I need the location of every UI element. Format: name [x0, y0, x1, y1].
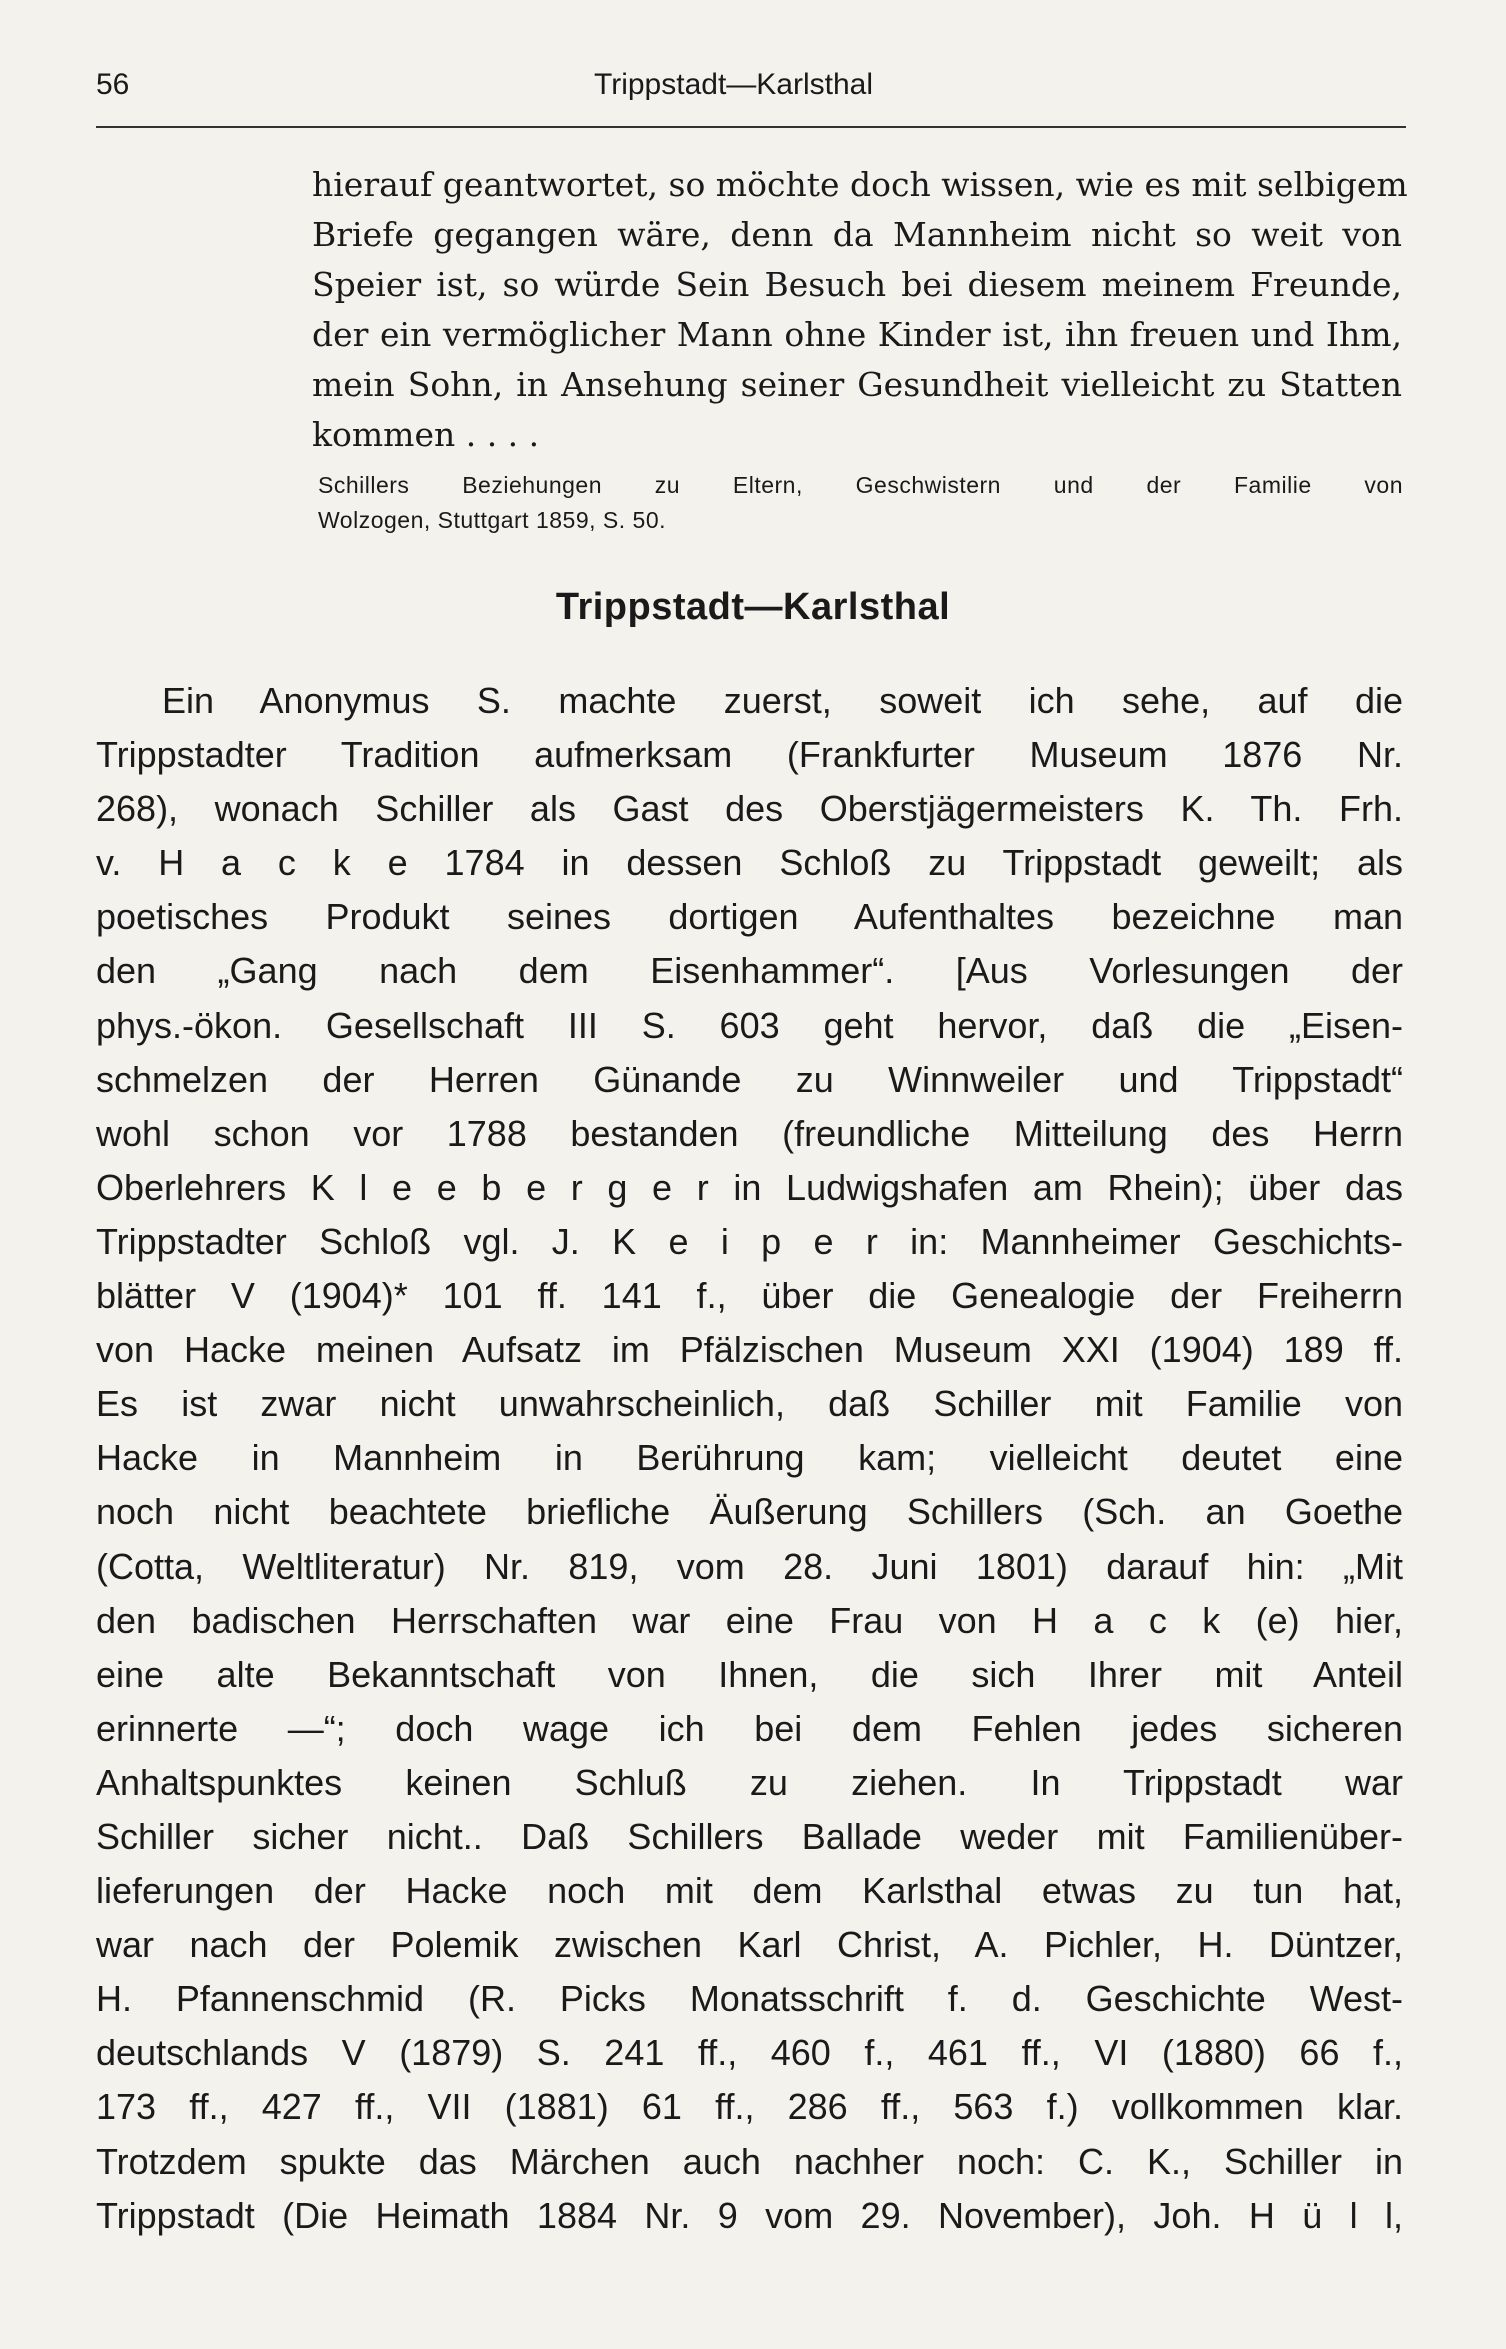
section-title: Trippstadt—Karlsthal: [555, 586, 951, 628]
body-paragraph: [96, 674, 1403, 2243]
body-line: lieferungen der Hacke noch mit dem Karlsthal etwas zu tun hat,: [96, 1870, 1403, 1912]
quotation-source: [318, 468, 1403, 538]
quote-line: der ein vermöglicher Mann ohne Kinder ist, ihn freuen und Ihm,: [312, 315, 1402, 354]
quote-line: Speier ist, so würde Sein Besuch bei diesem meinem Freunde,: [312, 265, 1402, 304]
body-line: 268), wonach Schiller als Gast des Oberstjägermeisters K. Th. Frh.: [96, 788, 1403, 830]
header-rule: [96, 126, 1406, 128]
body-line: Ein Anonymus S. machte zuerst, soweit ich sehe, auf die: [162, 680, 1403, 721]
body-line: den badischen Herrschaften war eine Frau von H a c k (e) hier,: [96, 1599, 1403, 1641]
body-line: (Cotta, Weltliteratur) Nr. 819, vom 28. Juni 1801) darauf hin: „Mit: [96, 1545, 1403, 1587]
body-line: Trippstadter Schloß vgl. J. K e i p e r in: Mannheimer Geschichts-: [96, 1220, 1403, 1262]
body-line: phys.-ökon. Gesellschaft III S. 603 geht hervor, daß die „Eisen-: [96, 1004, 1403, 1046]
body-line: Oberlehrers K l e e b e r g e r in Ludwigshafen am Rhein); über das: [96, 1166, 1403, 1208]
fraktur-quotation: [312, 160, 1408, 460]
running-head: [96, 68, 1406, 114]
body-line: Anhaltspunktes keinen Schluß zu ziehen. In Trippstadt war: [96, 1761, 1403, 1803]
body-line: den „Gang nach dem Eisenhammer“. [Aus Vorlesungen der: [96, 950, 1403, 992]
body-line: wohl schon vor 1788 bestanden (freundliche Mitteilung des Herrn: [96, 1112, 1403, 1154]
body-line: Trippstadt (Die Heimath 1884 Nr. 9 vom 29. November), Joh. H ü l l,: [96, 2194, 1403, 2236]
quote-line: hierauf geantwortet, so möchte doch wissen, wie es mit selbigem: [312, 165, 1408, 204]
running-title: Trippstadt—Karlsthal: [594, 68, 873, 101]
quote-line: mein Sohn, in Ansehung seiner Gesundheit vielleicht zu Statten: [312, 365, 1402, 404]
body-line: eine alte Bekanntschaft von Ihnen, die sich Ihrer mit Anteil: [96, 1653, 1403, 1695]
body-line: 173 ff., 427 ff., VII (1881) 61 ff., 286 ff., 563 f.) vollkommen klar.: [96, 2086, 1403, 2128]
body-line: Trotzdem spukte das Märchen auch nachher noch: C. K., Schiller in: [96, 2140, 1403, 2182]
body-line: erinnerte —“; doch wage ich bei dem Fehlen jedes sicheren: [96, 1707, 1403, 1749]
body-line: war nach der Polemik zwischen Karl Christ, A. Pichler, H. Düntzer,: [96, 1924, 1403, 1966]
body-line: noch nicht beachtete briefliche Äußerung Schillers (Sch. an Goethe: [96, 1491, 1403, 1533]
body-line: Hacke in Mannheim in Berührung kam; vielleicht deutet eine: [96, 1437, 1403, 1479]
body-line: Es ist zwar nicht unwahrscheinlich, daß Schiller mit Familie von: [96, 1383, 1403, 1425]
body-line: Schiller sicher nicht.. Daß Schillers Ballade weder mit Familienüber-: [96, 1815, 1403, 1857]
body-line: poetisches Produkt seines dortigen Aufenthaltes bezeichne man: [96, 896, 1403, 938]
body-line: blätter V (1904)* 101 ff. 141 f., über die Genealogie der Freiherrn: [96, 1275, 1403, 1317]
page-number: 56: [96, 68, 130, 101]
body-line: schmelzen der Herren Günande zu Winnweiler und Trippstadt“: [96, 1058, 1403, 1100]
source-line: Schillers Beziehungen zu Eltern, Geschwistern und der Familie von: [318, 472, 1403, 498]
body-line: Trippstadter Tradition aufmerksam (Frankfurter Museum 1876 Nr.: [96, 734, 1403, 776]
source-line: Wolzogen, Stuttgart 1859, S. 50.: [318, 507, 667, 533]
quote-line: Briefe gegangen wäre, denn da Mannheim nicht so weit von: [312, 215, 1402, 254]
body-line: deutschlands V (1879) S. 241 ff., 460 f., 461 ff., VI (1880) 66 f.,: [96, 2032, 1403, 2074]
body-line: von Hacke meinen Aufsatz im Pfälzischen Museum XXI (1904) 189 ff.: [96, 1329, 1403, 1371]
body-line: v. H a c k e 1784 in dessen Schloß zu Trippstadt geweilt; als: [96, 842, 1403, 884]
quote-line: kommen . . . .: [312, 415, 540, 454]
body-line: H. Pfannenschmid (R. Picks Monatsschrift f. d. Geschichte West-: [96, 1978, 1403, 2020]
